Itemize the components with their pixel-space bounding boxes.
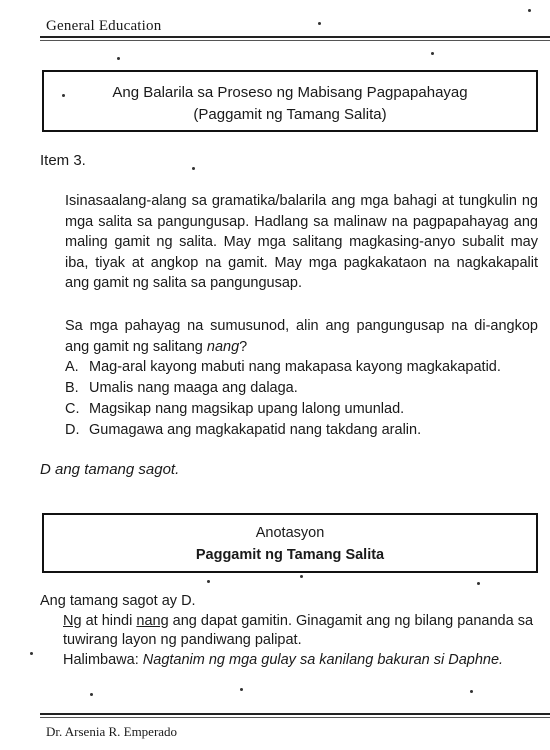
intro-paragraph: Isinasaalang-alang sa gramatika/balarila ang mga bahagi at tungkulin ng mga salita sa pangungusap. Hadlang sa malinaw na pagpapahayag ang maling gamit ng salita. May mga salitang magkasing-anyo subalit may iba, tiyak at angkop na gamit. May mga pagkakataon na nagkakapalit ang gamit ng salita sa pangungusap.: [65, 193, 538, 291]
scan-speck: [90, 693, 93, 696]
answer-statement: D ang tamang sagot.: [40, 461, 180, 478]
choice-text: Mag-aral kayong mabuti nang makapasa kayong magkakapatid.: [89, 359, 501, 375]
scan-speck: [431, 52, 434, 55]
choice-a: [65, 357, 535, 378]
explanation-text-2: ang dapat gamitin. Ginagamit ang ng bilang pananda sa tuwirang layon ng pandiwang palipat.: [63, 612, 534, 648]
annotation-title-box: [42, 513, 538, 573]
choice-key: D.: [65, 422, 80, 438]
scan-speck: [30, 652, 33, 655]
scan-speck: [62, 94, 65, 97]
example-label: Halimbawa:: [63, 651, 143, 668]
item-label: Item 3.: [40, 152, 86, 169]
header-rule-thin: [40, 40, 550, 41]
footer-rule: [40, 713, 550, 715]
word-nang: nang: [136, 612, 169, 629]
question-text: Sa mga pahayag na sumusunod, alin ang pangungusap na di-angkop ang gamit ng salitang: [65, 318, 538, 355]
annotation-explanation: [40, 612, 540, 651]
annotation-title-line2: Paggamit ng Tamang Salita: [195, 547, 385, 563]
annotation-example: [40, 651, 540, 671]
header-rule: [40, 36, 550, 38]
scan-speck: [240, 688, 243, 691]
scan-speck: [117, 57, 120, 60]
choice-key: B.: [65, 380, 79, 396]
question-paragraph: [65, 316, 538, 357]
section-title-line1: Ang Balarila sa Proseso ng Mabisang Pagpapahayag: [112, 84, 468, 101]
question-end: ?: [239, 338, 248, 355]
scan-speck: [300, 575, 303, 578]
choice-list: [65, 357, 535, 441]
question-emphasis: nang: [206, 338, 240, 355]
example-text: Nagtanim ng mga gulay sa kanilang bakuran si Daphne.: [142, 651, 504, 668]
choice-text: Umalis nang maaga ang dalaga.: [89, 380, 298, 396]
section-title-box: [42, 70, 538, 132]
annotation-title-line1: Anotasyon: [255, 525, 325, 541]
footer-author: Dr. Arsenia R. Emperado: [46, 724, 178, 739]
scan-speck: [528, 9, 531, 12]
choice-c: [65, 399, 535, 420]
choice-key: C.: [65, 401, 80, 417]
annotation-body: [40, 592, 540, 670]
word-ng: Ng: [63, 612, 82, 629]
footer-rule-thin: [40, 717, 550, 718]
running-head: General Education: [46, 18, 162, 34]
choice-d: [65, 420, 535, 441]
explanation-text-1: at hindi: [81, 612, 137, 629]
choice-key: A.: [65, 359, 79, 375]
choice-text: Gumagawa ang magkakapatid nang takdang aralin.: [89, 422, 422, 438]
section-title-line2: (Paggamit ng Tamang Salita): [193, 106, 387, 123]
choice-b: [65, 378, 535, 399]
choice-text: Magsikap nang magsikap upang lalong umunlad.: [89, 401, 405, 417]
scan-speck: [192, 167, 195, 170]
annotation-answer-line: Ang tamang sagot ay D.: [40, 593, 196, 609]
scan-speck: [470, 690, 473, 693]
scan-speck: [207, 580, 210, 583]
scan-speck: [477, 582, 480, 585]
scan-speck: [318, 22, 321, 25]
